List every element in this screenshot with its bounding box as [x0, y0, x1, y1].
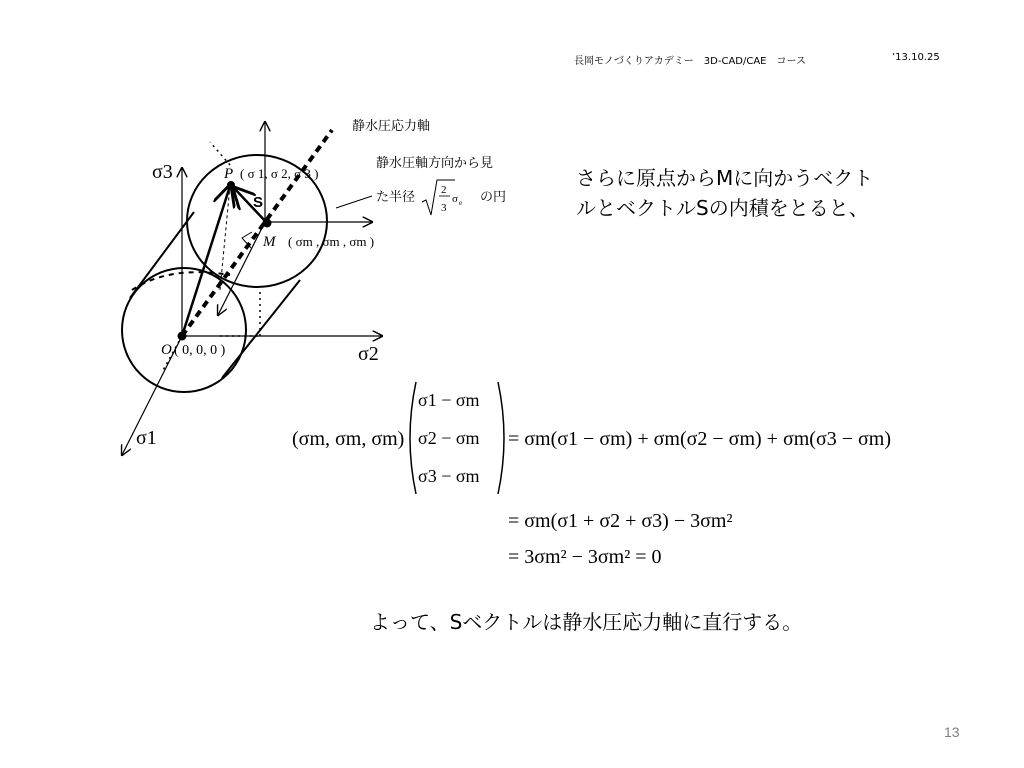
circle-label-tail: の円	[480, 190, 507, 205]
hydrostatic-axis	[182, 130, 332, 336]
radius-denominator: 3	[441, 202, 447, 214]
point-p-marker	[227, 181, 235, 189]
radius-sigma-sub: e	[459, 199, 463, 207]
equation-rhs-1: = σm(σ1 − σm) + σm(σ2 − σm) + σm(σ3 − σm)	[508, 428, 892, 450]
vector-s-label: S	[253, 194, 264, 211]
sigma3-label: σ3	[152, 161, 173, 183]
stress-space-diagram	[110, 110, 650, 470]
course-header: 長岡モノづくりアカデミー 3D-CAD/CAE コース	[574, 56, 807, 67]
page-number: 13	[944, 724, 960, 740]
circle-label-line1: 静水圧軸方向から見	[376, 156, 494, 171]
hydrostatic-axis-label: 静水圧応力軸	[352, 119, 431, 134]
radius-sigma: σ	[452, 193, 458, 205]
point-m-coords: ( σm , σm , σm )	[288, 234, 375, 249]
vector-op	[182, 186, 230, 336]
equation-rhs-2: = σm(σ1 + σ2 + σ3) − 3σm²	[508, 510, 733, 532]
point-m-marker	[263, 219, 272, 228]
point-p-label: P	[224, 166, 234, 182]
column-entry-3: σ3 − σm	[418, 466, 480, 486]
point-o-marker	[178, 332, 187, 341]
point-o-coords: ( 0, 0, 0 )	[174, 343, 226, 358]
leader-line	[336, 196, 372, 208]
conclusion-text: よって、Sベクトルは静水圧応力軸に直行する。	[370, 610, 803, 634]
equation-rhs-3: = 3σm² − 3σm² = 0	[508, 546, 662, 568]
point-p-coords: ( σ 1, σ 2, σ 3 )	[240, 166, 319, 181]
point-m-label: M	[263, 234, 276, 250]
point-o-label: O	[161, 342, 172, 358]
radius-numerator: 2	[441, 184, 447, 196]
intro-line2: ルとベクトルSの内積をとると、	[576, 196, 869, 220]
equation-row-vector: (σm, σm, σm)	[292, 428, 405, 450]
date-header: ’13.10.25	[892, 52, 940, 63]
radius-radical	[422, 180, 455, 215]
column-entry-2: σ2 − σm	[418, 428, 480, 448]
sigma2-label: σ2	[358, 343, 379, 365]
intro-line1: さらに原点からMに向かうベクト	[576, 166, 874, 190]
column-entry-1: σ1 − σm	[418, 390, 480, 410]
sigma1-label: σ1	[136, 427, 157, 449]
circle-label-line2: た半径	[376, 190, 416, 205]
